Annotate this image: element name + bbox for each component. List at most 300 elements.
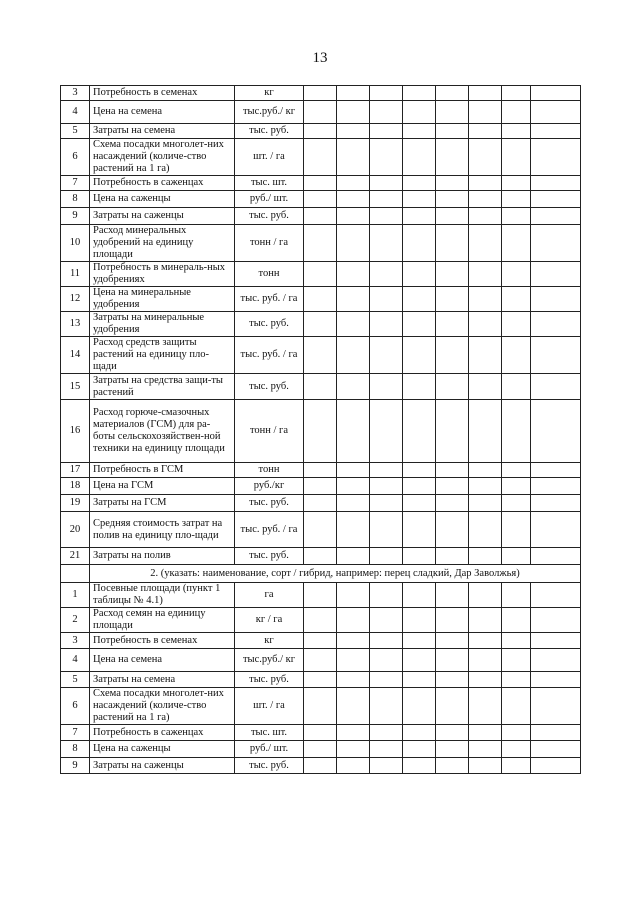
table-row — [61, 741, 581, 758]
table-row — [61, 225, 581, 262]
empty-cell — [436, 86, 469, 101]
row-unit: тыс. руб. — [235, 495, 304, 512]
table-row — [61, 124, 581, 139]
empty-cell — [531, 688, 581, 725]
empty-cell — [469, 725, 502, 741]
empty-cell — [370, 86, 403, 101]
row-name: Потребность в саженцах — [90, 176, 235, 191]
empty-cell — [403, 262, 436, 287]
row-unit: тыс. руб. — [235, 374, 304, 400]
empty-cell — [403, 758, 436, 774]
empty-cell — [436, 124, 469, 139]
table-row — [61, 649, 581, 672]
empty-cell — [502, 124, 531, 139]
empty-cell — [337, 463, 370, 478]
empty-cell — [304, 374, 337, 400]
row-name: Посевные площади (пункт 1 таблицы № 4.1) — [90, 583, 235, 608]
empty-cell — [403, 633, 436, 649]
table-row — [61, 478, 581, 495]
row-unit: тонн / га — [235, 400, 304, 463]
empty-cell — [502, 139, 531, 176]
empty-cell — [337, 548, 370, 565]
row-name: Потребность в ГСМ — [90, 463, 235, 478]
empty-cell — [502, 741, 531, 758]
empty-cell — [370, 649, 403, 672]
empty-cell — [436, 495, 469, 512]
empty-cell — [403, 124, 436, 139]
empty-cell — [370, 287, 403, 312]
empty-cell — [304, 512, 337, 548]
empty-cell — [304, 633, 337, 649]
row-name: Цена на минеральные удобрения — [90, 287, 235, 312]
empty-cell — [436, 208, 469, 225]
row-name: Цена на семена — [90, 101, 235, 124]
empty-cell — [502, 512, 531, 548]
empty-cell — [531, 225, 581, 262]
empty-cell — [370, 672, 403, 688]
empty-cell — [337, 672, 370, 688]
empty-cell — [403, 548, 436, 565]
empty-cell — [436, 287, 469, 312]
row-number: 8 — [61, 191, 90, 208]
row-unit: тыс. руб. — [235, 548, 304, 565]
empty-cell — [337, 262, 370, 287]
empty-cell — [531, 287, 581, 312]
empty-cell — [469, 478, 502, 495]
table-row — [61, 287, 581, 312]
section-blank-cell — [61, 565, 90, 583]
row-unit: руб./кг — [235, 478, 304, 495]
table-row — [61, 548, 581, 565]
table-row — [61, 374, 581, 400]
empty-cell — [403, 86, 436, 101]
empty-cell — [337, 725, 370, 741]
row-unit: руб./ шт. — [235, 191, 304, 208]
row-number: 13 — [61, 312, 90, 337]
empty-cell — [337, 583, 370, 608]
empty-cell — [531, 312, 581, 337]
row-number: 7 — [61, 176, 90, 191]
table-row — [61, 512, 581, 548]
table-row — [61, 672, 581, 688]
empty-cell — [502, 287, 531, 312]
empty-cell — [469, 633, 502, 649]
empty-cell — [436, 741, 469, 758]
row-unit: тыс.руб./ кг — [235, 649, 304, 672]
empty-cell — [469, 176, 502, 191]
row-unit: шт. / га — [235, 688, 304, 725]
empty-cell — [436, 725, 469, 741]
row-number: 9 — [61, 758, 90, 774]
empty-cell — [403, 512, 436, 548]
empty-cell — [403, 208, 436, 225]
empty-cell — [469, 583, 502, 608]
empty-cell — [370, 608, 403, 633]
empty-cell — [370, 463, 403, 478]
row-unit: тыс. руб. — [235, 672, 304, 688]
empty-cell — [531, 176, 581, 191]
row-unit: кг — [235, 86, 304, 101]
table-row — [61, 101, 581, 124]
empty-cell — [502, 478, 531, 495]
empty-cell — [469, 758, 502, 774]
empty-cell — [436, 512, 469, 548]
empty-cell — [469, 139, 502, 176]
empty-cell — [337, 176, 370, 191]
empty-cell — [469, 262, 502, 287]
empty-cell — [502, 608, 531, 633]
empty-cell — [403, 478, 436, 495]
empty-cell — [370, 208, 403, 225]
empty-cell — [502, 725, 531, 741]
empty-cell — [469, 608, 502, 633]
empty-cell — [337, 633, 370, 649]
empty-cell — [337, 225, 370, 262]
empty-cell — [337, 758, 370, 774]
table-row — [61, 463, 581, 478]
row-name: Расход горюче-смазочных материалов (ГСМ) для ра-боты сельскохозяйствен-ной техники на единицу площади — [90, 400, 235, 463]
row-unit: тыс. шт. — [235, 725, 304, 741]
empty-cell — [304, 101, 337, 124]
empty-cell — [370, 725, 403, 741]
empty-cell — [531, 495, 581, 512]
empty-cell — [304, 463, 337, 478]
empty-cell — [304, 758, 337, 774]
empty-cell — [304, 672, 337, 688]
empty-cell — [531, 191, 581, 208]
empty-cell — [403, 400, 436, 463]
empty-cell — [403, 101, 436, 124]
empty-cell — [531, 758, 581, 774]
empty-cell — [502, 583, 531, 608]
empty-cell — [403, 725, 436, 741]
empty-cell — [337, 374, 370, 400]
empty-cell — [403, 672, 436, 688]
empty-cell — [370, 583, 403, 608]
row-unit: тыс. руб. — [235, 758, 304, 774]
row-number: 17 — [61, 463, 90, 478]
row-unit: тыс. руб. — [235, 124, 304, 139]
empty-cell — [337, 208, 370, 225]
empty-cell — [304, 649, 337, 672]
empty-cell — [436, 688, 469, 725]
empty-cell — [502, 495, 531, 512]
empty-cell — [337, 337, 370, 374]
empty-cell — [304, 608, 337, 633]
empty-cell — [469, 208, 502, 225]
table-row — [61, 400, 581, 463]
empty-cell — [403, 583, 436, 608]
empty-cell — [531, 463, 581, 478]
empty-cell — [337, 400, 370, 463]
table-row — [61, 86, 581, 101]
empty-cell — [531, 608, 581, 633]
empty-cell — [469, 548, 502, 565]
row-number: 3 — [61, 633, 90, 649]
table-row — [61, 176, 581, 191]
row-name: Цена на саженцы — [90, 191, 235, 208]
empty-cell — [304, 548, 337, 565]
empty-cell — [337, 688, 370, 725]
empty-cell — [502, 191, 531, 208]
empty-cell — [304, 337, 337, 374]
empty-cell — [304, 688, 337, 725]
empty-cell — [337, 101, 370, 124]
empty-cell — [304, 725, 337, 741]
row-number: 8 — [61, 741, 90, 758]
table-row — [61, 758, 581, 774]
empty-cell — [531, 512, 581, 548]
empty-cell — [403, 287, 436, 312]
empty-cell — [403, 608, 436, 633]
empty-cell — [403, 191, 436, 208]
row-number: 19 — [61, 495, 90, 512]
table-row — [61, 262, 581, 287]
empty-cell — [502, 548, 531, 565]
row-number: 18 — [61, 478, 90, 495]
empty-cell — [436, 608, 469, 633]
empty-cell — [531, 101, 581, 124]
row-name: Затраты на ГСМ — [90, 495, 235, 512]
row-name: Расход средств защиты растений на единицу пло-щади — [90, 337, 235, 374]
row-unit: кг — [235, 633, 304, 649]
empty-cell — [403, 649, 436, 672]
empty-cell — [370, 191, 403, 208]
row-name: Затраты на семена — [90, 124, 235, 139]
empty-cell — [469, 672, 502, 688]
empty-cell — [337, 124, 370, 139]
empty-cell — [469, 337, 502, 374]
empty-cell — [304, 312, 337, 337]
empty-cell — [531, 208, 581, 225]
row-number: 21 — [61, 548, 90, 565]
empty-cell — [403, 374, 436, 400]
row-unit: тонн — [235, 262, 304, 287]
empty-cell — [502, 208, 531, 225]
empty-cell — [304, 139, 337, 176]
row-number: 10 — [61, 225, 90, 262]
empty-cell — [531, 725, 581, 741]
table-row — [61, 312, 581, 337]
row-unit: шт. / га — [235, 139, 304, 176]
empty-cell — [304, 495, 337, 512]
empty-cell — [436, 225, 469, 262]
table-row — [61, 208, 581, 225]
empty-cell — [370, 124, 403, 139]
empty-cell — [436, 374, 469, 400]
empty-cell — [370, 478, 403, 495]
empty-cell — [502, 374, 531, 400]
empty-cell — [436, 548, 469, 565]
empty-cell — [337, 512, 370, 548]
empty-cell — [370, 741, 403, 758]
row-number: 15 — [61, 374, 90, 400]
row-number: 14 — [61, 337, 90, 374]
empty-cell — [403, 312, 436, 337]
row-name: Потребность в семенах — [90, 633, 235, 649]
row-name: Затраты на семена — [90, 672, 235, 688]
empty-cell — [469, 741, 502, 758]
row-unit: тонн / га — [235, 225, 304, 262]
empty-cell — [469, 101, 502, 124]
row-number: 16 — [61, 400, 90, 463]
row-name: Потребность в семенах — [90, 86, 235, 101]
empty-cell — [469, 225, 502, 262]
empty-cell — [436, 583, 469, 608]
empty-cell — [531, 478, 581, 495]
row-name: Затраты на саженцы — [90, 208, 235, 225]
empty-cell — [436, 633, 469, 649]
table-row — [61, 191, 581, 208]
row-number: 11 — [61, 262, 90, 287]
empty-cell — [502, 225, 531, 262]
row-unit: руб./ шт. — [235, 741, 304, 758]
empty-cell — [502, 758, 531, 774]
empty-cell — [531, 337, 581, 374]
empty-cell — [370, 312, 403, 337]
empty-cell — [502, 337, 531, 374]
empty-cell — [337, 649, 370, 672]
empty-cell — [337, 608, 370, 633]
empty-cell — [531, 124, 581, 139]
empty-cell — [337, 312, 370, 337]
empty-cell — [436, 672, 469, 688]
table-body — [61, 86, 581, 774]
empty-cell — [469, 495, 502, 512]
empty-cell — [469, 312, 502, 337]
empty-cell — [403, 495, 436, 512]
empty-cell — [502, 312, 531, 337]
empty-cell — [370, 225, 403, 262]
empty-cell — [502, 86, 531, 101]
row-name: Цена на саженцы — [90, 741, 235, 758]
row-number: 6 — [61, 139, 90, 176]
row-name: Потребность в минераль-ных удобрениях — [90, 262, 235, 287]
empty-cell — [436, 139, 469, 176]
row-unit: тыс. руб. / га — [235, 337, 304, 374]
empty-cell — [531, 741, 581, 758]
empty-cell — [304, 225, 337, 262]
empty-cell — [337, 139, 370, 176]
empty-cell — [436, 400, 469, 463]
row-number: 7 — [61, 725, 90, 741]
row-unit: кг / га — [235, 608, 304, 633]
section-row — [61, 565, 581, 583]
empty-cell — [502, 463, 531, 478]
empty-cell — [370, 337, 403, 374]
row-number: 1 — [61, 583, 90, 608]
row-name: Схема посадки многолет-них насаждений (количе-ство растений на 1 га) — [90, 688, 235, 725]
empty-cell — [403, 139, 436, 176]
empty-cell — [304, 262, 337, 287]
empty-cell — [403, 463, 436, 478]
row-name: Расход минеральных удобрений на единицу площади — [90, 225, 235, 262]
empty-cell — [337, 86, 370, 101]
empty-cell — [337, 287, 370, 312]
row-unit: тыс.руб./ кг — [235, 101, 304, 124]
row-unit: га — [235, 583, 304, 608]
empty-cell — [531, 262, 581, 287]
empty-cell — [436, 262, 469, 287]
empty-cell — [531, 649, 581, 672]
row-name: Затраты на минеральные удобрения — [90, 312, 235, 337]
row-unit: тыс. руб. — [235, 312, 304, 337]
empty-cell — [502, 262, 531, 287]
empty-cell — [531, 400, 581, 463]
row-name: Затраты на саженцы — [90, 758, 235, 774]
empty-cell — [531, 139, 581, 176]
empty-cell — [436, 463, 469, 478]
row-unit: тонн — [235, 463, 304, 478]
row-number: 20 — [61, 512, 90, 548]
empty-cell — [502, 176, 531, 191]
table-row — [61, 139, 581, 176]
empty-cell — [436, 312, 469, 337]
row-number: 3 — [61, 86, 90, 101]
empty-cell — [436, 176, 469, 191]
cost-table — [60, 85, 581, 774]
empty-cell — [403, 741, 436, 758]
row-number: 12 — [61, 287, 90, 312]
empty-cell — [469, 463, 502, 478]
row-number: 4 — [61, 101, 90, 124]
empty-cell — [502, 633, 531, 649]
row-number: 4 — [61, 649, 90, 672]
empty-cell — [304, 191, 337, 208]
empty-cell — [370, 548, 403, 565]
row-name: Потребность в саженцах — [90, 725, 235, 741]
empty-cell — [337, 495, 370, 512]
empty-cell — [403, 176, 436, 191]
empty-cell — [403, 225, 436, 262]
empty-cell — [469, 124, 502, 139]
empty-cell — [370, 176, 403, 191]
empty-cell — [502, 688, 531, 725]
row-number: 9 — [61, 208, 90, 225]
empty-cell — [502, 672, 531, 688]
empty-cell — [370, 374, 403, 400]
empty-cell — [370, 758, 403, 774]
empty-cell — [337, 478, 370, 495]
empty-cell — [469, 400, 502, 463]
empty-cell — [370, 495, 403, 512]
empty-cell — [304, 86, 337, 101]
empty-cell — [531, 548, 581, 565]
empty-cell — [370, 139, 403, 176]
row-number: 5 — [61, 124, 90, 139]
row-number: 2 — [61, 608, 90, 633]
table-row — [61, 725, 581, 741]
row-name: Схема посадки многолет-них насаждений (количе-ство растений на 1 га) — [90, 139, 235, 176]
row-name: Затраты на полив — [90, 548, 235, 565]
empty-cell — [469, 512, 502, 548]
empty-cell — [469, 688, 502, 725]
row-name: Цена на семена — [90, 649, 235, 672]
empty-cell — [469, 191, 502, 208]
empty-cell — [531, 374, 581, 400]
row-number: 5 — [61, 672, 90, 688]
row-unit: тыс. руб. / га — [235, 512, 304, 548]
table-row — [61, 583, 581, 608]
empty-cell — [436, 478, 469, 495]
empty-cell — [436, 191, 469, 208]
empty-cell — [403, 688, 436, 725]
empty-cell — [304, 208, 337, 225]
section-title: 2. (указать: наименование, сорт / гибрид, например: перец сладкий, Дар Заволжья) — [90, 565, 581, 583]
empty-cell — [436, 649, 469, 672]
empty-cell — [304, 478, 337, 495]
empty-cell — [370, 633, 403, 649]
